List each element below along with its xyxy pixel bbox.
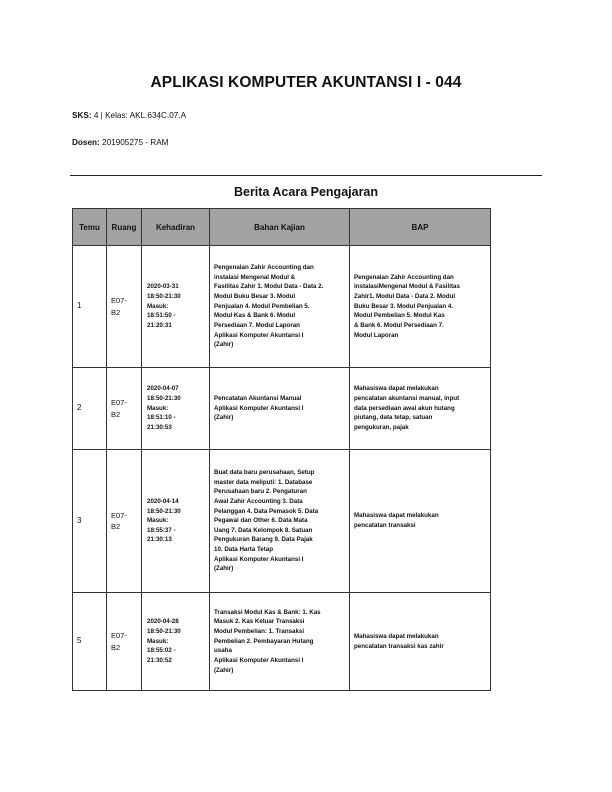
- cell-bahan-kajian: Pencatatan Akuntansi Manual Aplikasi Komputer Akuntansi I (Zahir): [210, 368, 350, 450]
- horizontal-divider: [70, 175, 542, 176]
- table-row: [73, 593, 491, 691]
- cell-kehadiran: 2020-04-07 18:50-21:30 Masuk: 18:51:10 - 21:30:53: [142, 368, 210, 450]
- cell-temu: 3: [73, 450, 107, 593]
- table-row: [73, 450, 491, 593]
- cell-kehadiran: 2020-04-28 18:50-21:30 Masuk: 18:55:02 - 21:30:52: [142, 593, 210, 691]
- table-row: [73, 246, 491, 368]
- cell-kehadiran: 2020-03-31 18:50-21:30 Masuk: 18:51:50 - 21:20:31: [142, 246, 210, 368]
- cell-ruang: E07- B2: [107, 246, 142, 368]
- cell-bap: Mahasiswa dapat melakukan pencatatan transaksi: [350, 450, 491, 593]
- header-bap: BAP: [350, 209, 491, 246]
- cell-ruang: E07- B2: [107, 593, 142, 691]
- table-header-row: [73, 209, 491, 246]
- sks-kelas-value: 4 | Kelas: AKL.634C.07.A: [93, 111, 187, 120]
- dosen-label: Dosen:: [72, 138, 100, 147]
- dosen-line: [72, 138, 168, 147]
- cell-ruang: E07- B2: [107, 450, 142, 593]
- sks-label: SKS:: [72, 111, 92, 120]
- cell-bahan-kajian: Pengenalan Zahir Accounting dan instalasi Mengenal Modul & Fasilitas Zahir 1. Modul Data - Data 2. Modul Buku Besar 3. Modul Penjualan 4. Modul Pembelian 5. Modul Kas & Bank 6. Modul Persediaan 7. Modul Laporan Aplikasi Komputer Akuntansi I (Zahir): [210, 246, 350, 368]
- cell-temu: 5: [73, 593, 107, 691]
- header-bahan-kajian: Bahan Kajian: [210, 209, 350, 246]
- dosen-value: 201905275 - RAM: [102, 138, 169, 147]
- header-temu: Temu: [73, 209, 107, 246]
- header-kehadiran: Kehadiran: [142, 209, 210, 246]
- cell-ruang: E07- B2: [107, 368, 142, 450]
- sks-kelas-line: [72, 111, 186, 120]
- cell-bahan-kajian: Transaksi Modul Kas & Bank: 1. Kas Masuk 2. Kas Keluar Transaksi Modul Pembelian: 1. Transaksi Pembelian 2. Pembayaran Hutang usaha Aplikasi Komputer Akuntansi I (Zahir): [210, 593, 350, 691]
- header-ruang: Ruang: [107, 209, 142, 246]
- cell-temu: 1: [73, 246, 107, 368]
- course-title: APLIKASI KOMPUTER AKUNTANSI I - 044: [150, 74, 462, 91]
- bap-table: [72, 208, 491, 691]
- cell-bap: Mahasiswa dapat melakukan pencatatan akuntansi manual, input data persediaan awal akun hutang piutang, data tetap, satuan pengukuran, pajak: [350, 368, 491, 450]
- cell-temu: 2: [73, 368, 107, 450]
- cell-bap: Mahasiswa dapat melakukan pencatatan transaksi kas zahir: [350, 593, 491, 691]
- section-subtitle: Berita Acara Pengajaran: [233, 185, 379, 199]
- cell-bahan-kajian: Buat data baru perusahaan, Setup master data meliputi: 1. Database Perusahaan baru 2. Pengaturan Awal Zahir Accounting 3. Data Pelanggan 4. Data Pemasok 5. Data Pegawai dan Other 6. Data Mata Uang 7. Data Kelompok 8. Satuan Pengukuran Barang 9. Data Pajak 10. Data Harta Tetap Aplikasi Komputer Akuntansi I (Zahir): [210, 450, 350, 593]
- cell-kehadiran: 2020-04-14 18:50-21:30 Masuk: 18:55:37 - 21:30:13: [142, 450, 210, 593]
- cell-bap: Pengenalan Zahir Accounting dan instalasiMengenal Modul & Fasilitas Zahir1. Modul Data - Data 2. Modul Buku Besar 3. Modul Penjualan 4. Modul Pembelian 5. Modul Kas & Bank 6. Modul Persediaan 7. Modul Laporan: [350, 246, 491, 368]
- table-row: [73, 368, 491, 450]
